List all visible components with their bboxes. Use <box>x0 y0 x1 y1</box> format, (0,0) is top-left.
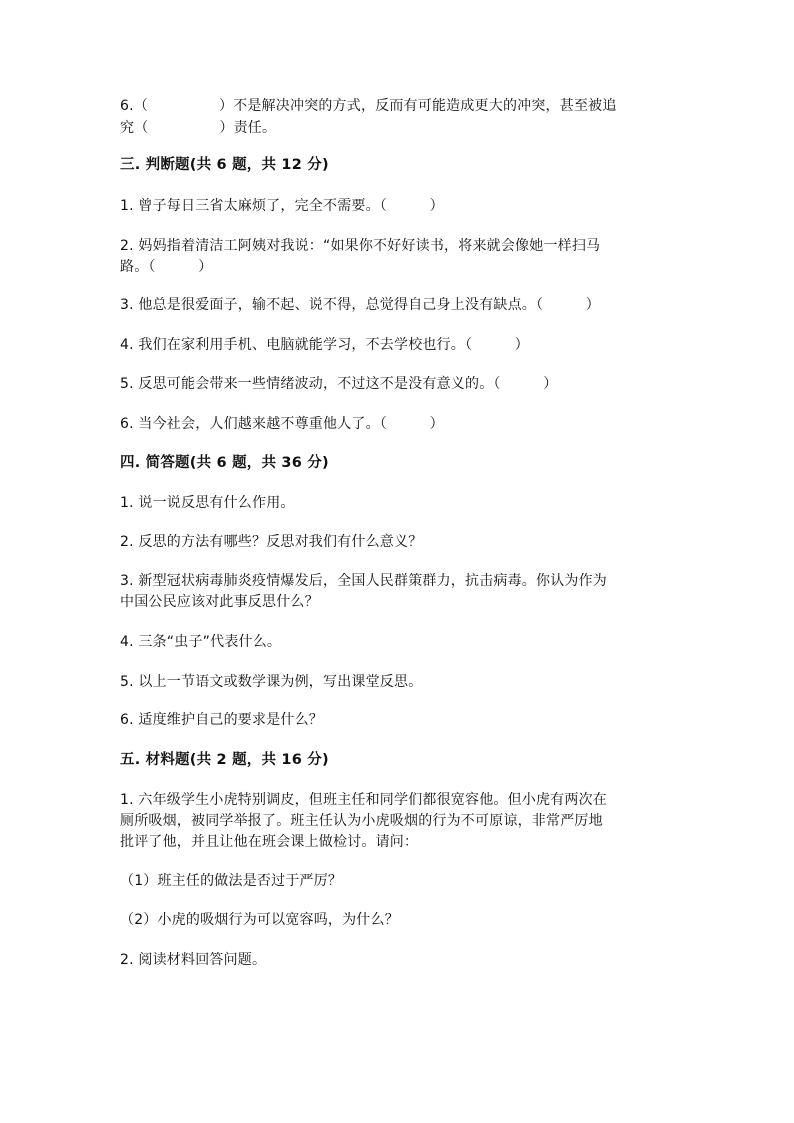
material-question-1-line-1: 1. 六年级学生小虎特别调皮，但班主任和同学们都很宽容他。但小虎有两次在 <box>120 792 608 808</box>
short-question-3-line-2: 中国公民应该对此事反思什么？ <box>120 594 319 610</box>
short-question-4: 4. 三条“虫子”代表什么。 <box>120 634 282 650</box>
question-6-line-2: 究（ ）责任。 <box>120 120 277 136</box>
material-question-2: 2. 阅读材料回答问题。 <box>120 952 267 968</box>
judge-question-3: 3. 他总是很爱面子，输不起、说不得，总觉得自己身上没有缺点。（ ） <box>120 297 601 313</box>
short-question-1: 1. 说一说反思有什么作用。 <box>120 495 295 511</box>
section-4-title: 四. 简答题(共 6 题，共 36 分) <box>120 455 329 471</box>
short-question-5: 5. 以上一节语文或数学课为例，写出课堂反思。 <box>120 674 423 690</box>
material-sub-question-1: （1）班主任的做法是否过于严厉？ <box>120 873 343 889</box>
judge-question-6: 6. 当今社会，人们越来越不尊重他人了。（ ） <box>120 416 444 432</box>
judge-question-2-line-2: 路。（ ） <box>120 259 213 275</box>
material-question-1-line-3: 批评了他，并且让他在班会课上做检讨。请问： <box>120 834 419 850</box>
short-question-6: 6. 适度维护自己的要求是什么？ <box>120 712 324 728</box>
material-question-1-line-2: 厕所吸烟，被同学举报了。班主任认为小虎吸烟的行为不可原谅，非常严厉地 <box>120 813 603 829</box>
short-question-2: 2. 反思的方法有哪些？反思对我们有什么意义？ <box>120 534 423 550</box>
question-6-line-1: 6.（ ）不是解决冲突的方式，反而有可能造成更大的冲突，甚至被追 <box>120 98 617 114</box>
material-sub-question-2: （2）小虎的吸烟行为可以宽容吗，为什么？ <box>120 912 399 928</box>
judge-question-5: 5. 反思可能会带来一些情绪波动，不过这不是没有意义的。（ ） <box>120 376 558 392</box>
section-3-title: 三. 判断题(共 6 题，共 12 分) <box>120 157 329 173</box>
judge-question-1: 1. 曾子每日三省太麻烦了，完全不需要。（ ） <box>120 198 444 214</box>
judge-question-4: 4. 我们在家利用手机、电脑就能学习，不去学校也行。（ ） <box>120 337 530 353</box>
section-5-title: 五. 材料题(共 2 题，共 16 分) <box>120 752 329 768</box>
short-question-3-line-1: 3. 新型冠状病毒肺炎疫情爆发后，全国人民群策群力，抗击病毒。你认为作为 <box>120 573 608 589</box>
judge-question-2-line-1: 2. 妈妈指着清洁工阿姨对我说：“如果你不好好读书，将来就会像她一样扫马 <box>120 238 601 254</box>
